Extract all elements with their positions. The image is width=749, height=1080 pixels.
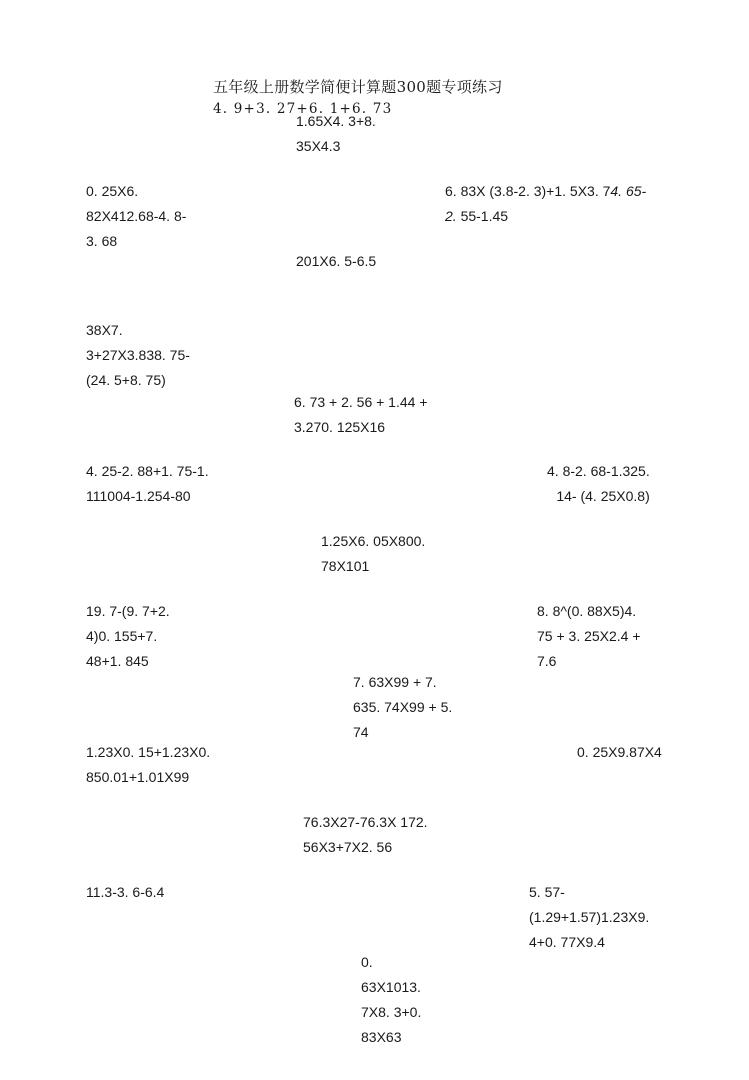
first-expression: 4. 9+3. 27+6. 1+6. 73 xyxy=(213,101,393,117)
expression-line: 35X4.3 xyxy=(296,138,341,154)
expression-line: 63X1013. xyxy=(361,979,421,995)
expression-part: 6. 83X (3.8-2. 3)+1. 5X3. 7 xyxy=(445,183,611,199)
expression-block xyxy=(296,249,376,274)
expression-line: (24. 5+8. 75) xyxy=(86,372,166,388)
expression-line: 3+27X3.838. 75- xyxy=(86,347,190,363)
expression-line: 850.01+1.01X99 xyxy=(86,769,190,785)
expression-line: 8. 8^(0. 88X5)4. xyxy=(537,603,637,619)
expression-line: 1.65X4. 3+8. xyxy=(296,113,376,129)
expression-line: 7X8. 3+0. xyxy=(361,1004,422,1020)
expression-line: 56X3+7X2. 56 xyxy=(303,839,393,855)
expression-part-italic: 4. 65- xyxy=(610,183,647,199)
expression-line: 3.270. 125X16 xyxy=(294,419,386,435)
expression-line: 6. 73 + 2. 56 + 1.44 + xyxy=(294,394,428,410)
expression-block xyxy=(86,318,190,393)
expression-block xyxy=(303,810,428,860)
expression-block xyxy=(86,459,209,509)
expression-line: 1.23X0. 15+1.23X0. xyxy=(86,744,211,760)
expression-block xyxy=(294,390,428,440)
expression-line: 75 + 3. 25X2.4 + xyxy=(537,628,641,644)
expression-line: 111004-1.254-80 xyxy=(86,488,191,504)
expression-block xyxy=(86,880,164,905)
expression-part-italic: 2. xyxy=(445,208,457,224)
expression-block xyxy=(321,529,425,579)
expression-line: 14- (4. 25X0.8) xyxy=(556,488,650,504)
expression-line xyxy=(445,204,646,229)
expression-line: 7. 63X99 + 7. xyxy=(353,674,437,690)
expression-line: 4)0. 155+7. xyxy=(86,628,158,644)
expression-line: 0. 25X9.87X4 xyxy=(577,744,662,760)
expression-block xyxy=(537,599,641,674)
expression-line: 19. 7-(9. 7+2. xyxy=(86,603,170,619)
expression-block xyxy=(361,950,421,1050)
expression-line: 3. 68 xyxy=(86,233,118,249)
expression-block xyxy=(529,880,649,955)
expression-line: 1.25X6. 05X800. xyxy=(321,533,426,549)
expression-block xyxy=(86,740,210,790)
expression-line: 83X63 xyxy=(361,1029,402,1045)
expression-block xyxy=(296,109,376,159)
expression-block xyxy=(547,459,650,509)
expression-line: 82X412.68-4. 8- xyxy=(86,208,187,224)
expression-line: 5. 57- xyxy=(529,884,565,900)
expression-line: 4. 25-2. 88+1. 75-1. xyxy=(86,463,209,479)
expression-line: 76.3X27-76.3X 172. xyxy=(303,814,428,830)
expression-line: 0. 25X6. xyxy=(86,183,139,199)
expression-part: 55-1.45 xyxy=(456,208,509,224)
expression-block xyxy=(353,670,452,745)
expression-line: 48+1. 845 xyxy=(86,653,149,669)
expression-block xyxy=(577,740,662,765)
expression-line: 38X7. xyxy=(86,322,123,338)
expression-line xyxy=(445,179,646,204)
expression-line: 4+0. 77X9.4 xyxy=(529,934,605,950)
expression-line: 11.3-3. 6-6.4 xyxy=(86,884,165,900)
expression-line: 0. xyxy=(361,954,373,970)
expression-line: 74 xyxy=(353,724,369,740)
expression-line: 201X6. 5-6.5 xyxy=(296,253,377,269)
expression-line: 4. 8-2. 68-1.325. xyxy=(547,463,650,479)
expression-block xyxy=(86,179,186,254)
expression-block xyxy=(86,599,170,674)
expression-line: 7.6 xyxy=(537,653,557,669)
expression-block xyxy=(445,179,646,229)
document-title: 五年级上册数学简便计算题300题专项练习 xyxy=(213,78,503,96)
expression-line: 635. 74X99 + 5. xyxy=(353,699,453,715)
expression-line: (1.29+1.57)1.23X9. xyxy=(529,909,650,925)
expression-line: 78X101 xyxy=(321,558,370,574)
